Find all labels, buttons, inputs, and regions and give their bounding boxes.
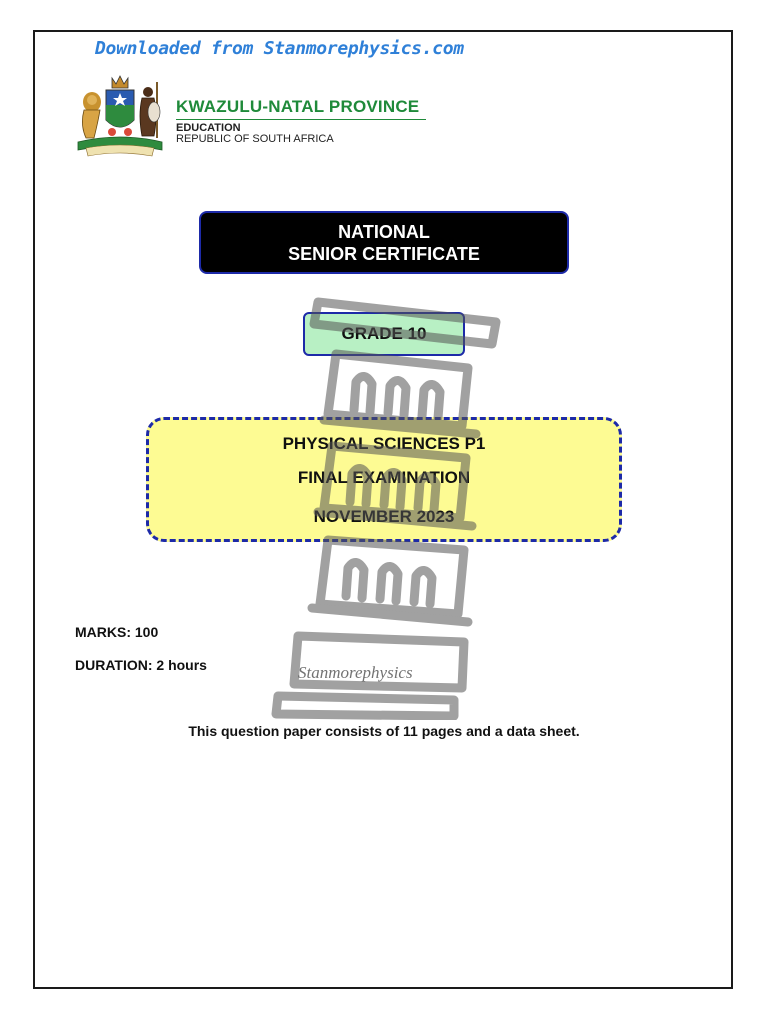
exam-date: NOVEMBER 2023 <box>313 507 455 526</box>
certificate-line-1: NATIONAL <box>338 221 430 242</box>
province-name: KWAZULU-NATAL PROVINCE <box>176 97 426 120</box>
duration-info: DURATION: 2 hours <box>75 657 207 673</box>
subject-title: PHYSICAL SCIENCES P1 <box>282 434 486 453</box>
certificate-line-2: SENIOR CERTIFICATE <box>288 243 480 264</box>
country-name: REPUBLIC OF SOUTH AFRICA <box>176 133 334 145</box>
certificate-banner <box>199 211 569 274</box>
watermark-text: Stanmorephysics <box>298 663 413 682</box>
exam-name: FINAL EXAMINATION <box>297 468 471 487</box>
marks-info: MARKS: 100 <box>75 624 159 640</box>
department-name: EDUCATION <box>176 122 241 134</box>
coat-of-arms-icon <box>72 70 168 158</box>
leaning-tower-icon <box>258 296 510 720</box>
pages-note: This question paper consists of 11 pages and a data sheet. <box>188 723 580 739</box>
download-banner[interactable]: Downloaded from Stanmorephysics.com <box>95 38 464 59</box>
province-block <box>176 97 426 145</box>
grade-label: GRADE 10 <box>341 324 427 343</box>
